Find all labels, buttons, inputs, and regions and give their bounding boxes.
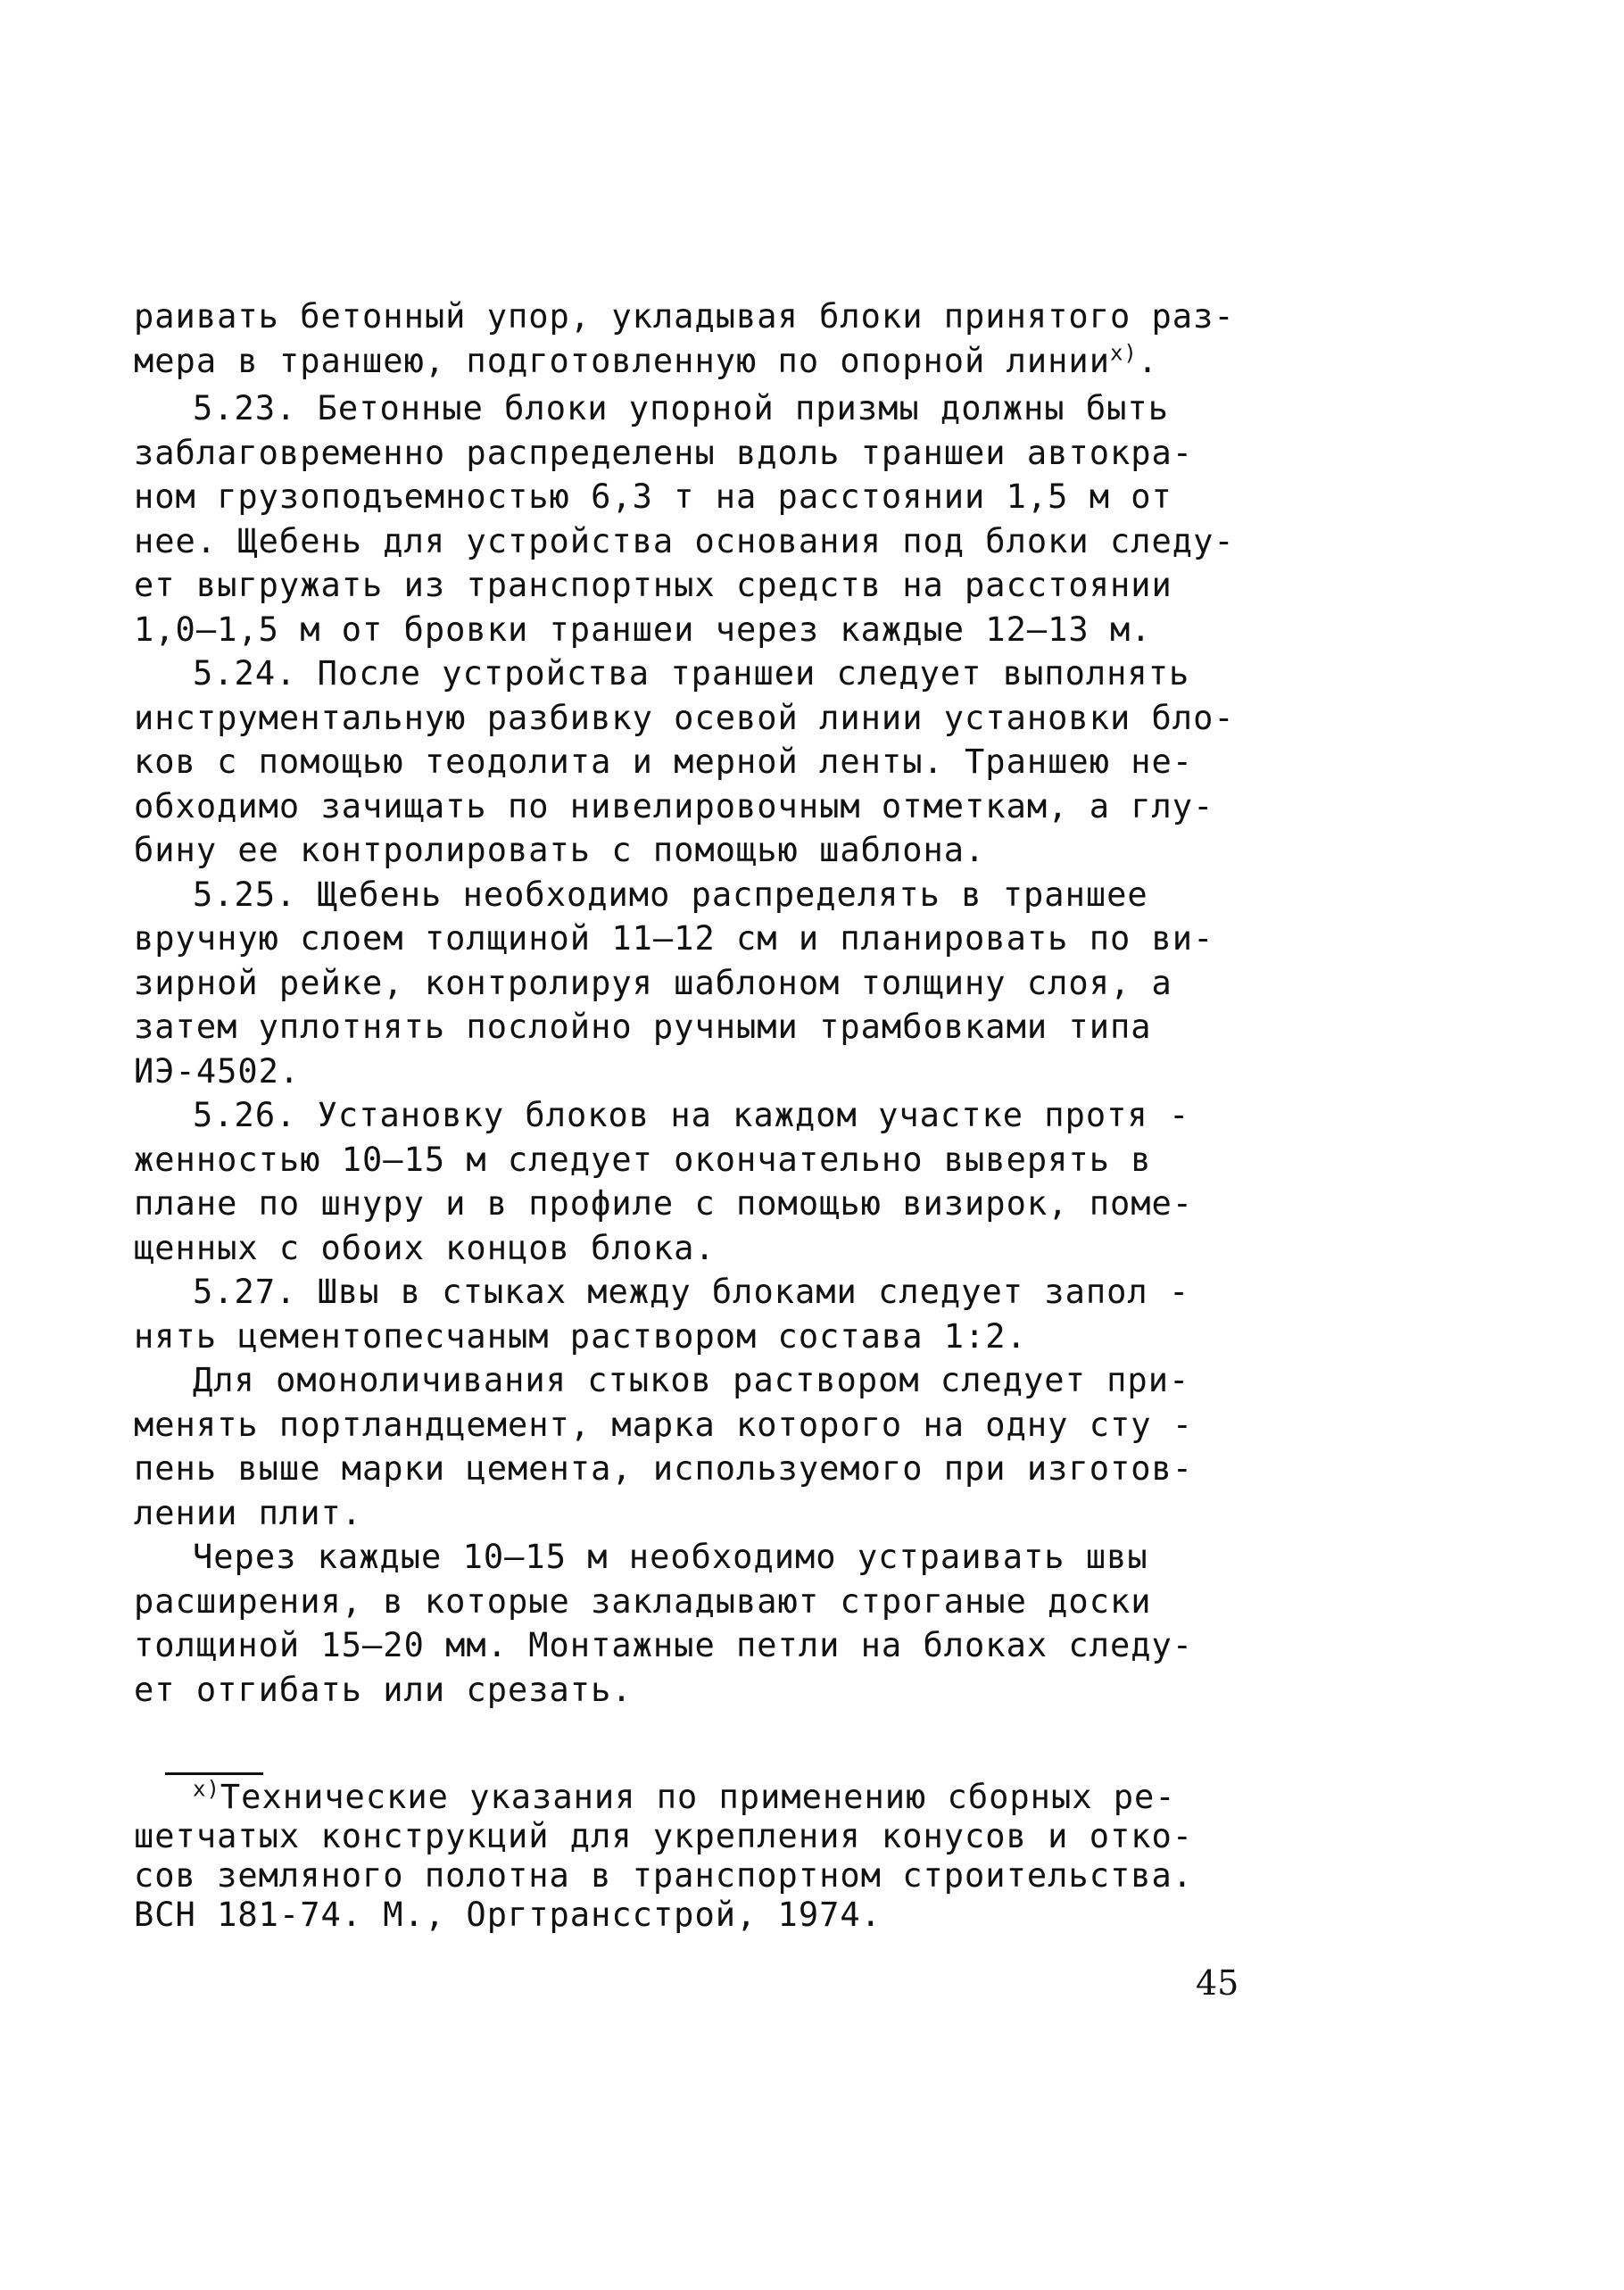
footnote-line: ВСН 181-74. М., Оргтрансстрой, 1974. — [134, 1896, 882, 1934]
text-line: нее. Щебень для устройства основания под блоки следу- — [134, 521, 1235, 560]
text-line: ИЭ-4502. — [134, 1051, 301, 1091]
paragraph-5-27-start: 5.27. Швы в стыках между блоками следует запол - — [193, 1273, 1190, 1311]
text-line — [134, 339, 1285, 384]
paragraph-5-26-start: 5.26. Установку блоков на каждом участке протя - — [193, 1096, 1190, 1134]
paragraph-5-25-start: 5.25. Щебень необходимо распределять в траншее — [193, 875, 1148, 914]
footnote-marker: х) — [193, 1776, 220, 1802]
text-line: толщиной 15–20 мм. Монтажные петли на блоках следу- — [134, 1626, 1194, 1664]
text-line: нять цементопесчаным раствором состава 1:2. — [134, 1316, 1027, 1356]
text-line: раивать бетонный упор, укладывая блоки принятого раз- — [134, 297, 1235, 336]
body-text — [134, 295, 1285, 1712]
footnote — [134, 1778, 1285, 1935]
text-line-end: . — [1137, 341, 1159, 380]
paragraph-5-24-start: 5.24. После устройства траншеи следует выполнять — [193, 654, 1190, 693]
text-line: лении плит. — [134, 1493, 363, 1532]
text-line: затем уплотнять послойно ручными трамбовками типа — [134, 1008, 1152, 1046]
text-line: 1,0–1,5 м от бровки траншеи через каждые 12–13 м. — [134, 610, 1152, 649]
text-line: ном грузоподъемностью 6,3 т на расстоянии 1,5 м от — [134, 477, 1172, 516]
page-number: 45 — [1196, 1963, 1239, 2003]
text-line: ет отгибать или срезать. — [134, 1670, 633, 1709]
footnote-line-content: Технические указания по применению сборных ре- — [220, 1778, 1176, 1816]
text-line-content: мера в траншею, подготовленную по опорной линии — [134, 341, 1110, 380]
text-line: расширения, в которые закладывают строганые доски — [134, 1581, 1152, 1621]
footnote-line: шетчатых конструкций для укрепления конусов и отко- — [134, 1817, 1194, 1855]
text-line: менять портландцемент, марка которого на одну сту - — [134, 1405, 1194, 1444]
text-line: пень выше марки цемента, используемого при изготов- — [134, 1449, 1194, 1488]
text-line: ков с помощью теодолита и мерной ленты. Траншею не- — [134, 743, 1194, 781]
paragraph-5-23-start: 5.23. Бетонные блоки упорной призмы должны быть — [193, 389, 1169, 427]
text-line: вручную слоем толщиной 11–12 см и планировать по ви- — [134, 919, 1214, 958]
paragraph-joints-start: Через каждые 10–15 м необходимо устраивать швы — [193, 1538, 1148, 1576]
text-line: заблаговременно распределены вдоль траншеи автокра- — [134, 433, 1194, 472]
text-line: женностью 10–15 м следует окончательно выверять в — [134, 1140, 1152, 1179]
footnote-line — [134, 1778, 1285, 1817]
text-line: инструментальную разбивку осевой линии установки бло- — [134, 698, 1235, 737]
footnote-separator — [165, 1772, 263, 1775]
text-line: плане по шнуру и в профиле с помощью визирок, поме- — [134, 1184, 1194, 1223]
text-line: зирной рейке, контролируя шаблоном толщину слоя, а — [134, 963, 1172, 1002]
text-line: бину ее контролировать с помощью шаблона. — [134, 831, 986, 869]
paragraph-cement-start: Для омоноличивания стыков раствором следует при- — [193, 1361, 1190, 1399]
text-line: щенных с обоих концов блока. — [134, 1228, 716, 1267]
text-line: обходимо зачищать по нивелировочным отметкам, а глу- — [134, 786, 1214, 826]
footnote-reference: х) — [1109, 340, 1138, 366]
text-line: ет выгружать из транспортных средств на расстоянии — [134, 566, 1172, 604]
footnote-line: сов земляного полотна в транспортном строительства. — [134, 1856, 1194, 1895]
